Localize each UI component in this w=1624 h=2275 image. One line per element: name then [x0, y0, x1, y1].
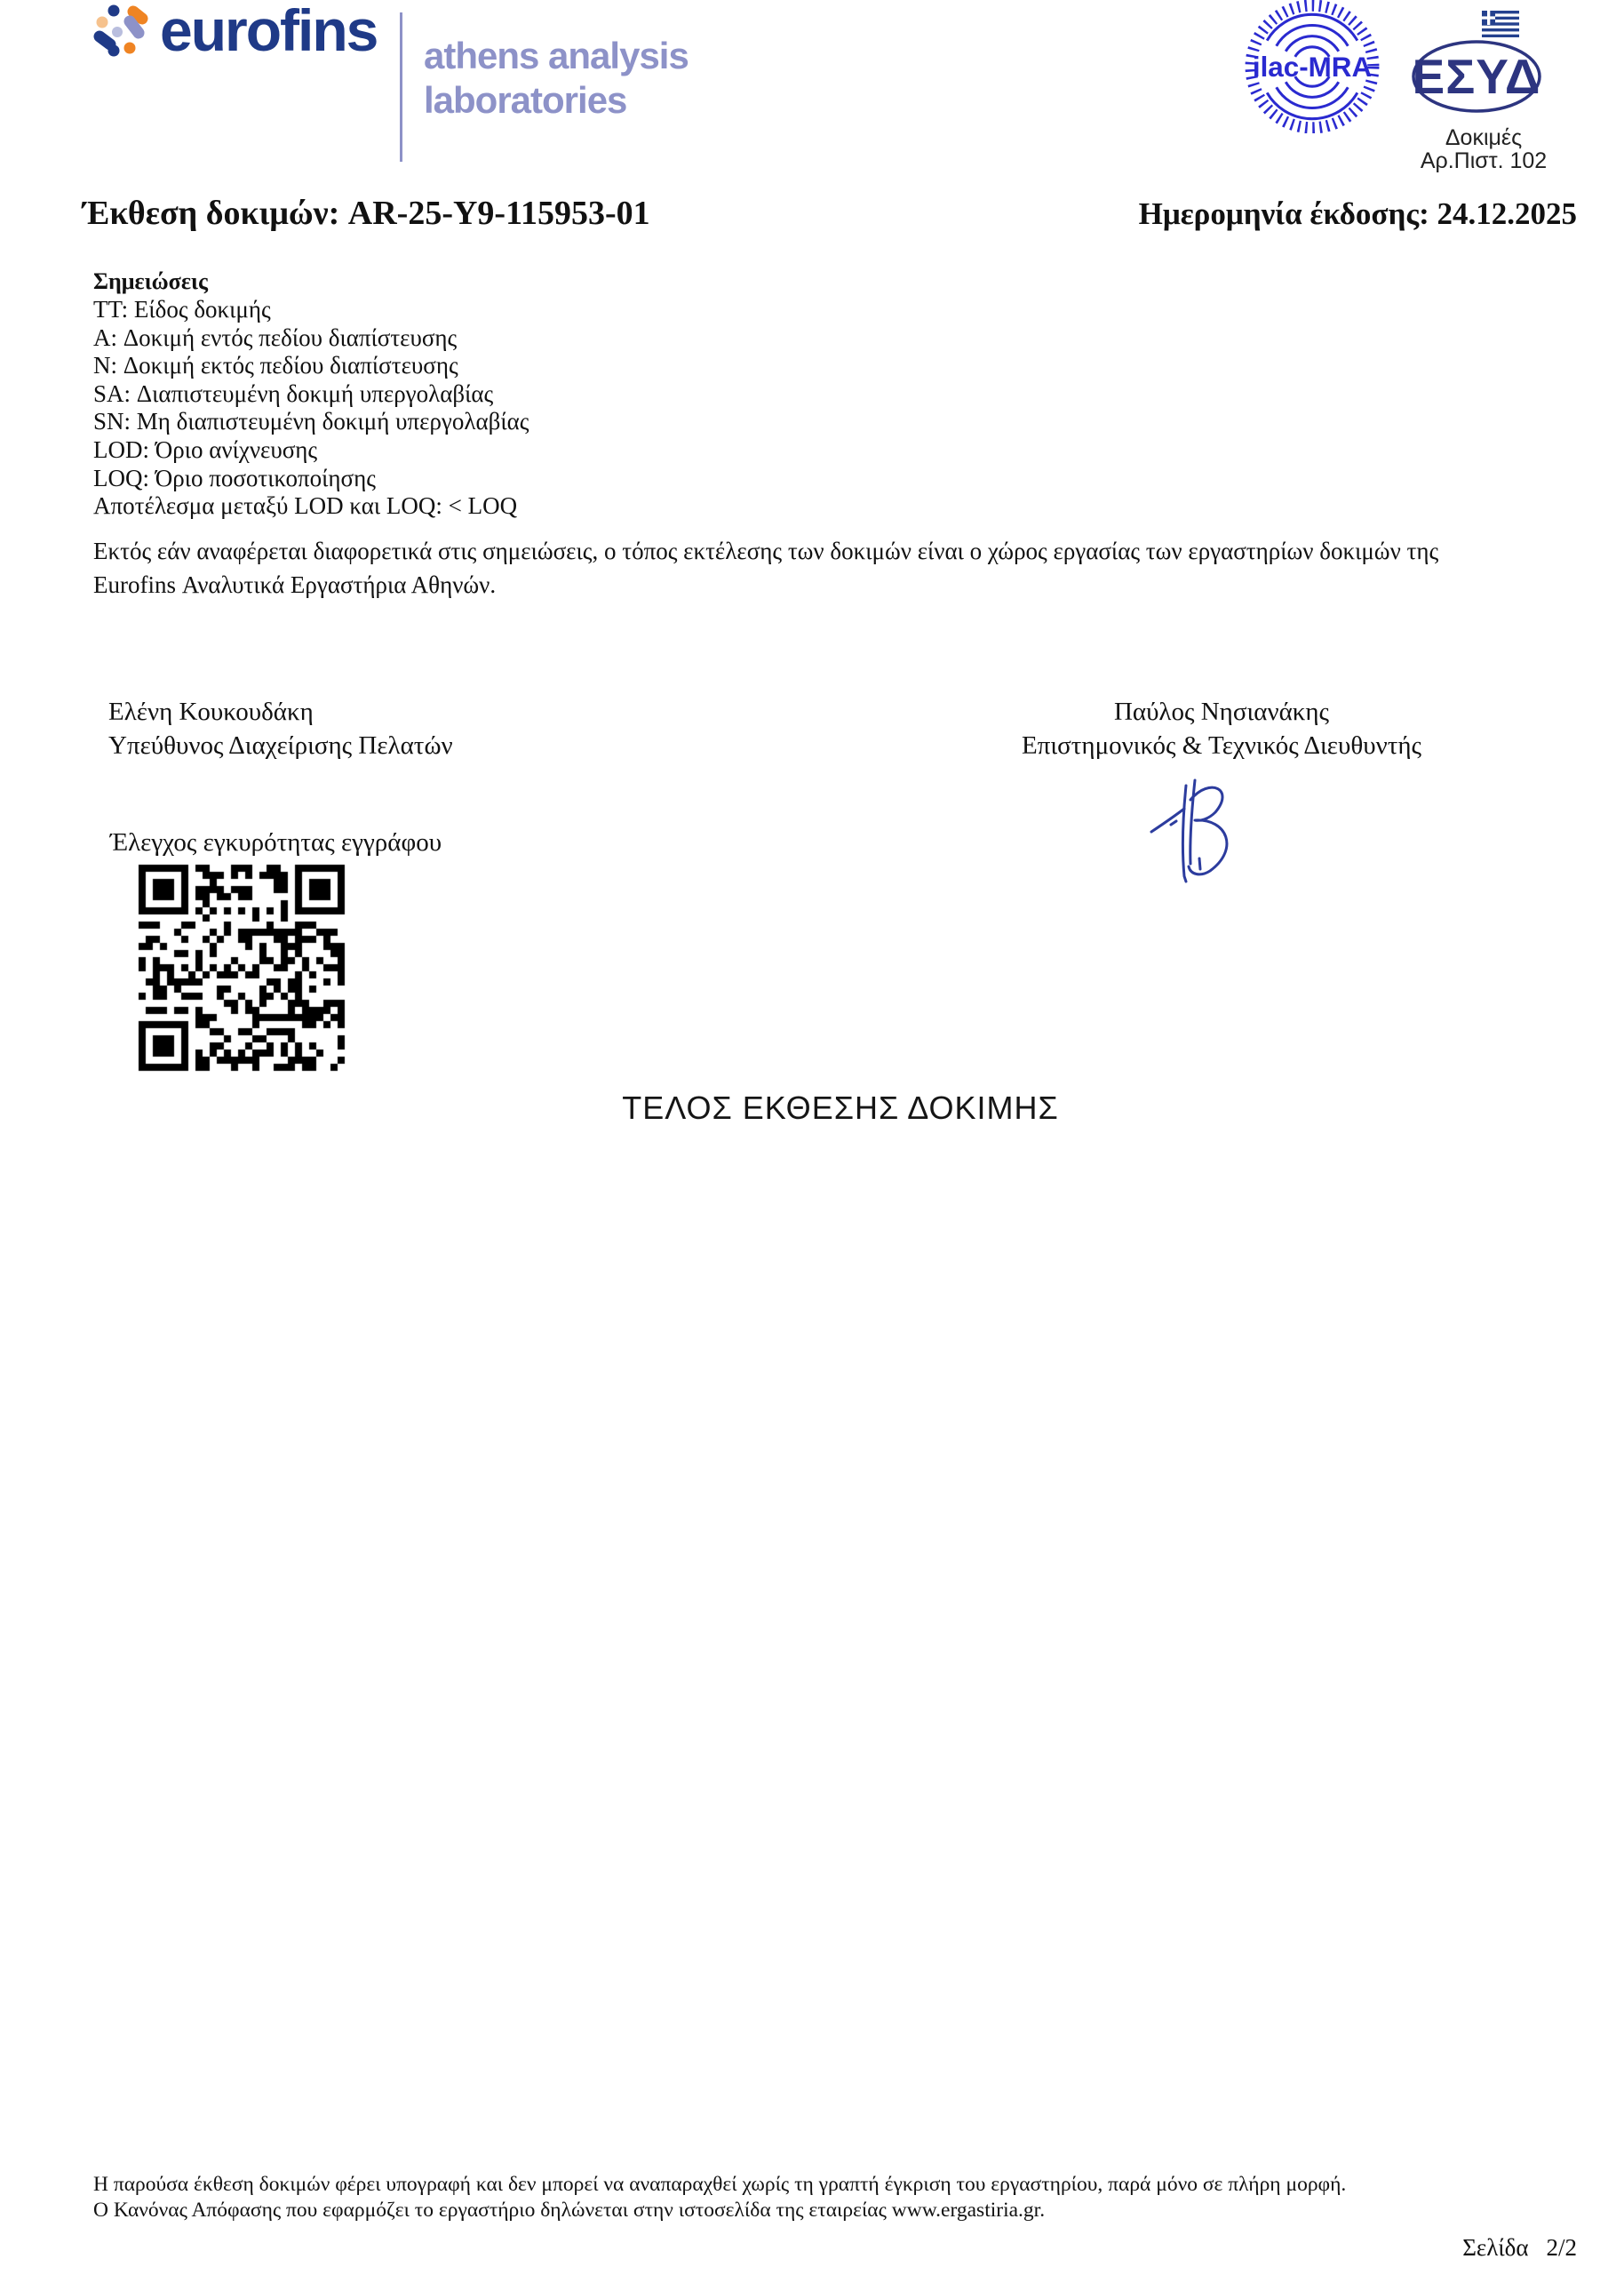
eurofins-logo-text: eurofins [160, 0, 378, 63]
division-name [424, 34, 689, 123]
location-note: Εκτός εάν αναφέρεται διαφορετικά στις σημειώσεις, ο τόπος εκτέλεσης των δοκιμών είναι ο χώρος εργασίας των εργαστηρίων δοκιμών της Eurofins Αναλυτικά Εργαστήρια Αθηνών. [93, 538, 1439, 598]
footer-line1: Η παρούσα έκθεση δοκιμών φέρει υπογραφή και δεν μπορεί να αναπαραχθεί χωρίς τη γραπτή έγκριση του εργαστηρίου, παρά μόνο σε πλήρη μορφή. [93, 2173, 1347, 2196]
note-item: A: Δοκιμή εντός πεδίου διαπίστευσης [93, 323, 458, 351]
title-row [83, 194, 1577, 233]
signature-icon [1144, 775, 1262, 901]
greek-flag-icon [1482, 11, 1519, 37]
signatory-left [108, 695, 453, 762]
accreditation-scheme: Δοκιμές [1445, 125, 1523, 150]
signatory-title: Επιστημονικός & Τεχνικός Διευθυντής [1021, 731, 1421, 760]
note-item: TT: Είδος δοκιμής [93, 296, 271, 323]
report-id: AR-25-Y9-115953-01 [347, 195, 650, 232]
eurofins-dots-icon [92, 2, 150, 57]
footer-line2: Ο Κανόνας Απόφασης που εφαρμόζει το εργαστήριο δηλώνεται στην ιστοσελίδα της εταιρείας www.ergastiria.gr. [93, 2199, 1046, 2222]
note-item: SN: Μη διαπιστευμένη δοκιμή υπεργολαβίας [93, 408, 529, 435]
division-line2: laboratories [424, 79, 627, 121]
note-item: LOQ: Όριο ποσοτικοποίησης [93, 464, 376, 491]
notes-list [93, 296, 529, 521]
report-label: Έκθεση δοκιμών: [83, 195, 340, 232]
note-item: N: Δοκιμή εκτός πεδίου διαπίστευσης [93, 352, 458, 379]
validation-label: Έλεγχος εγκυρότητας εγγράφου [110, 828, 442, 857]
signatory-right [1013, 695, 1430, 762]
division-line1: athens analysis [424, 35, 689, 76]
footer [93, 2172, 1550, 2223]
notes-section [93, 267, 529, 521]
signatory-name: Ελένη Κουκουδάκη [108, 698, 314, 726]
issue-date [1139, 196, 1577, 232]
page-label: Σελίδα [1462, 2234, 1529, 2261]
note-item: LOD: Όριο ανίχνευσης [93, 435, 318, 463]
ilac-mra-stamp-icon [1240, 0, 1384, 133]
report-title [83, 194, 650, 233]
issue-date-label: Ημερομηνία έκδοσης: [1138, 196, 1429, 231]
signatory-title: Υπεύθυνος Διαχείρισης Πελατών [108, 731, 453, 760]
end-of-report-line: ΤΕΛΟΣ ΕΚΘΕΣΗΣ ΔΟΚΙΜΗΣ [622, 1090, 1059, 1126]
qr-code [138, 864, 346, 1072]
note-item: SA: Διαπιστευμένη δοκιμή υπεργολαβίας [93, 379, 494, 407]
logo-separator [400, 12, 402, 162]
esyd-label: ΕΣΥΔ [1412, 49, 1541, 104]
page-number [1333, 2234, 1577, 2262]
accreditation-cert-no: Αρ.Πιστ. 102 [1420, 148, 1548, 173]
notes-heading: Σημειώσεις [93, 268, 208, 294]
accreditation-caption [1404, 126, 1564, 172]
issue-date-value: 24.12.2025 [1437, 196, 1577, 231]
signatory-name: Παύλος Νησιανάκης [1113, 698, 1330, 726]
page-value: 2/2 [1546, 2234, 1577, 2261]
ilac-mra-label: ilac-MRA [1252, 52, 1373, 84]
esyd-logo-icon [1411, 9, 1555, 114]
note-item: Αποτέλεσμα μεταξύ LOD και LOQ: < LOQ [93, 492, 518, 520]
